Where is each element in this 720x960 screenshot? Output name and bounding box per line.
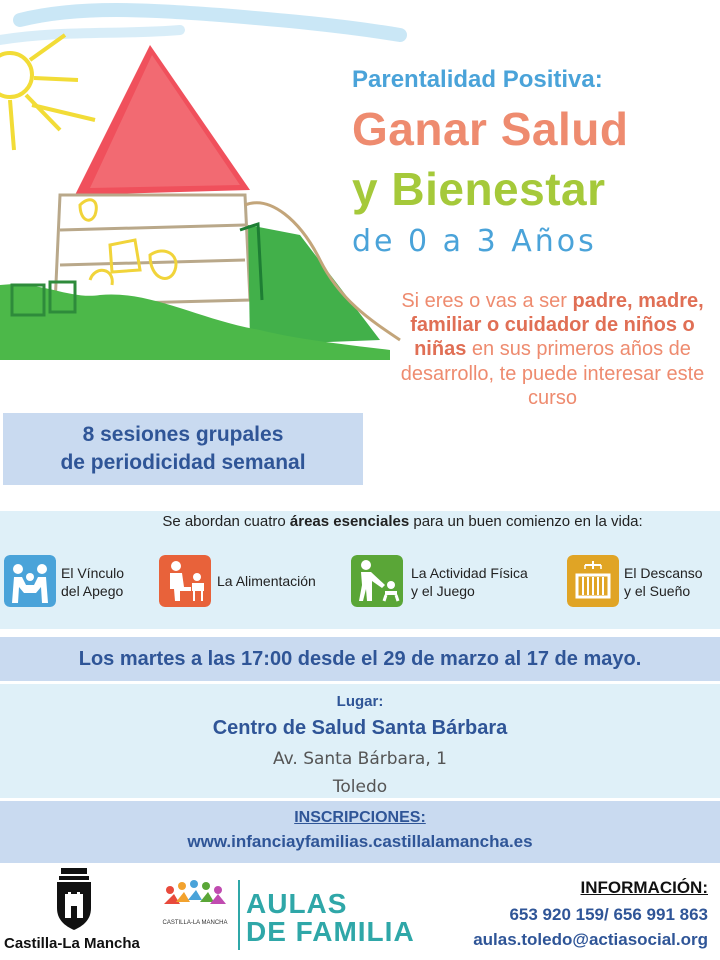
area-label-4 [624, 564, 703, 600]
title-line-2: Ganar Salud [352, 103, 629, 155]
registration-box [0, 801, 720, 863]
title-line-3: y Bienestar [352, 163, 606, 215]
area-label-1 [61, 564, 124, 600]
intro-part-2: en sus primeros años de desarrollo, te puede interesar este curso [400, 338, 705, 409]
schedule-text: Los martes a las 17:00 desde el 29 de marzo al 17 de mayo. [78, 647, 642, 670]
area-4-line-1: El Descanso [624, 565, 703, 581]
castilla-la-mancha-label: Castilla-La Mancha [4, 935, 140, 952]
area-2-line-1: La Alimentación [217, 573, 316, 589]
areas-intro-pre: Se abordan cuatro [162, 513, 286, 530]
areas-intro-bold: áreas esenciales [289, 513, 410, 530]
info-phones[interactable]: 653 920 159/ 656 991 863 [509, 905, 708, 924]
aulas-divider [238, 880, 240, 950]
area-3-line-1: La Actividad Física [411, 565, 528, 581]
area-1-line-2: del Apego [61, 583, 124, 599]
areas-intro-post: para un buen comienzo en la vida: [413, 513, 643, 530]
info-email[interactable]: aulas.toledo@actiasocial.org [473, 930, 708, 949]
intro-part-1: Si eres o vas a ser [401, 290, 567, 312]
intro-bold: padre, madre, familiar o cuidador de niños o niñas [410, 290, 704, 361]
registration-label: INSCRIPCIONES: [294, 809, 426, 826]
sessions-line-1: 8 sesiones grupales [82, 423, 284, 446]
castilla-la-mancha-logo [55, 868, 93, 932]
place-box [0, 684, 720, 798]
registration-link[interactable]: www.infanciayfamilias.castillalamancha.es [187, 832, 533, 851]
area-1-line-1: El Vínculo [61, 565, 125, 581]
area-label-2 [217, 572, 316, 590]
aulas-de-familia-line-1: AULAS [246, 888, 348, 919]
crib-sleep-icon [567, 555, 619, 607]
children-circle-logo [160, 878, 230, 948]
aulas-de-familia-line-2: DE FAMILIA [246, 916, 415, 947]
info-label: INFORMACIÓN: [580, 878, 708, 897]
title-age-range: de 0 a 3 Años [352, 224, 597, 259]
sessions-box [3, 413, 363, 485]
place-city: Toledo [332, 777, 388, 797]
place-address: Av. Santa Bárbara, 1 [273, 749, 447, 769]
place-label: Lugar: [336, 693, 384, 710]
children-logo-caption: CASTILLA-LA MANCHA [162, 920, 228, 926]
areas-heading [0, 513, 720, 530]
physical-activity-icon [351, 555, 403, 607]
feeding-icon [159, 555, 211, 607]
place-name: Centro de Salud Santa Bárbara [212, 717, 508, 739]
schedule-banner [0, 637, 720, 681]
area-label-3 [411, 564, 528, 600]
bond-attachment-icon [4, 555, 56, 607]
sessions-line-2: de periodicidad semanal [60, 451, 306, 474]
area-4-line-2: y el Sueño [624, 583, 691, 599]
hero-drawing [0, 0, 410, 360]
area-3-line-2: y el Juego [411, 583, 475, 599]
intro-text [400, 289, 705, 410]
title-line-1: Parentalidad Positiva: [352, 66, 603, 93]
